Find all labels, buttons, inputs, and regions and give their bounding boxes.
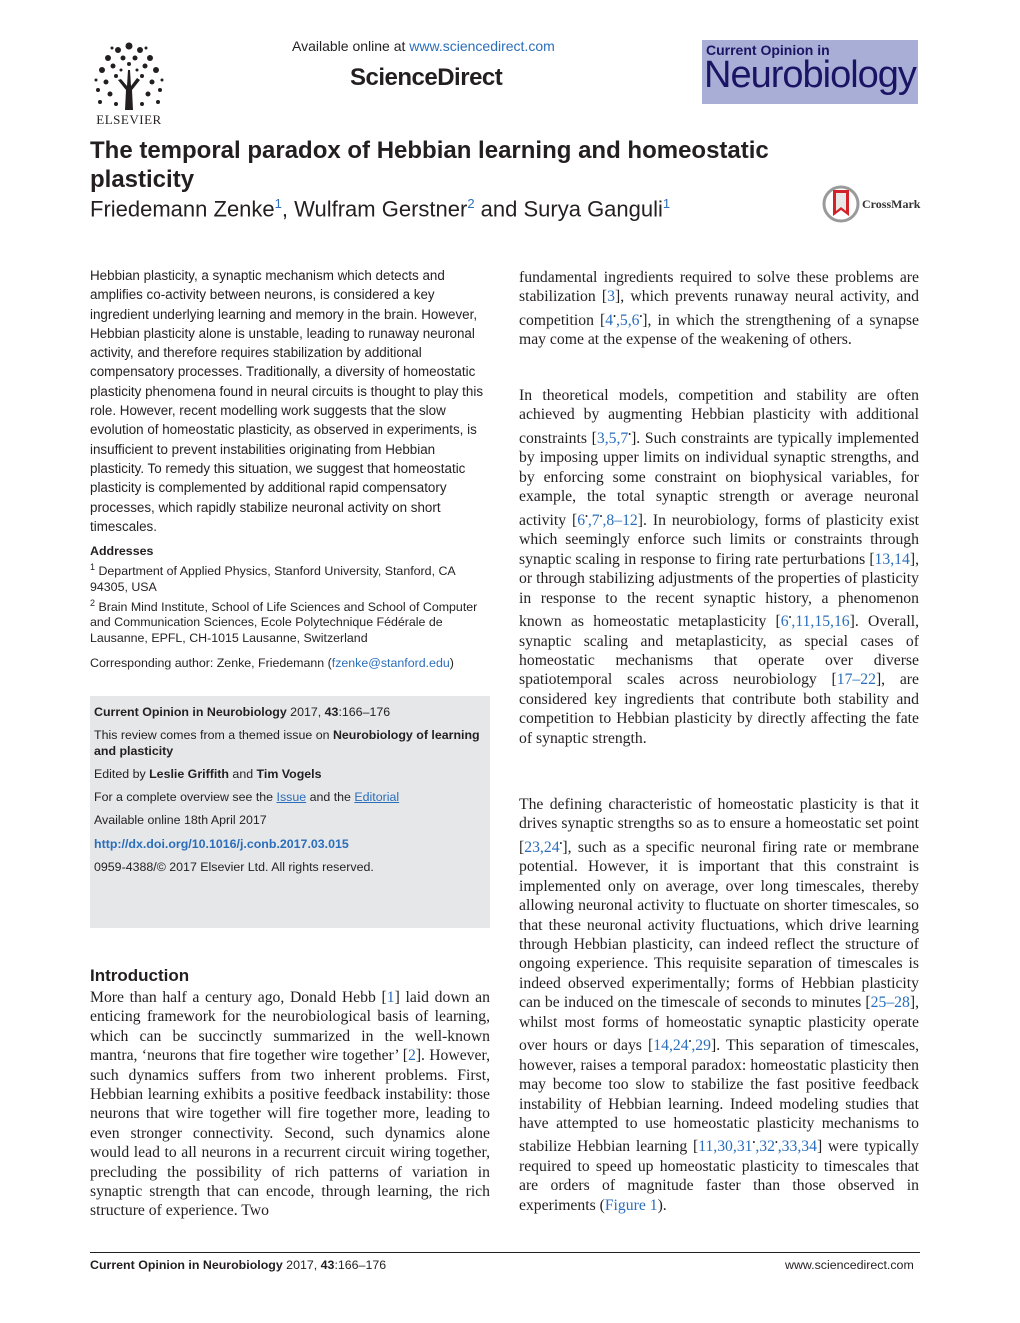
paragraph-text: ]. Overall, synaptic scaling and metaplasticity, as special cases of homeostatic mechanisms that operate over diverse spatiotemporal scales across neurobiology [	[519, 613, 920, 689]
addresses	[90, 544, 490, 647]
footer-journal-pages: :166–176	[334, 1258, 387, 1272]
body-paragraph-1	[519, 268, 919, 350]
citation-link[interactable]: ,32	[755, 1138, 775, 1156]
info-editor: Tim Vogels	[256, 767, 322, 781]
author-separator: and	[474, 196, 524, 222]
author-separator: ,	[281, 196, 295, 222]
citation-link[interactable]: 23,24	[524, 839, 560, 857]
author-name: Surya Ganguli	[523, 196, 663, 222]
footer-journal-name: Current Opinion in Neurobiology	[90, 1258, 283, 1272]
crossmark-badge[interactable]	[822, 184, 932, 224]
citation-link[interactable]: ,29	[691, 1037, 711, 1055]
key-reference-marker: •	[585, 511, 588, 521]
address-number: 2	[90, 597, 96, 608]
address-item	[90, 560, 490, 596]
paragraph-text: fundamental ingredients required to solve these problems are stabilization [	[519, 269, 919, 306]
citation-link[interactable]: 2	[407, 1047, 416, 1065]
body-paragraph-3	[519, 795, 919, 1215]
key-reference-marker: •	[613, 311, 616, 321]
info-editor: Leslie Griffith	[149, 767, 229, 781]
paragraph-text: ], such as a specific neuronal firing rate or membrane potential. However, it is important that this constraint is implemented only on average, over long timescales, thereby allowing neuronal activity to fluctuate on shorter timescales, so that these neuronal activity fluctuations, which drive learning through Hebbian plasticity, can indeed reflect the structure of ongoing experience. This requisite separation of timescales is indeed observed experimentally; forms of Hebbian plasticity can be induced on the timescale of seconds to minutes [	[519, 839, 919, 1012]
corresponding-author	[90, 656, 490, 670]
affiliation-ref[interactable]: 1	[662, 196, 671, 211]
info-journal-name: Current Opinion in Neurobiology	[94, 705, 287, 719]
address-number: 1	[90, 561, 96, 572]
info-edited-label: Edited by	[94, 767, 150, 781]
citation-link[interactable]: 3,5,7	[596, 430, 629, 448]
info-theme	[94, 727, 486, 759]
info-available: Available online 18th April 2017	[94, 813, 267, 827]
journal-logo-top: Current Opinion in	[706, 42, 830, 58]
intro-paragraph	[90, 988, 490, 1221]
info-overview-label: For a complete overview see the	[94, 790, 277, 804]
paragraph-text: ).	[657, 1196, 667, 1214]
paragraph-text: ], whilst most forms of homeostatic synaptic plasticity operate over hours or days [	[519, 994, 919, 1055]
paragraph-text: ], or through stabilizing adjustments of the properties of plasticity in response to the recent synaptic history, a phenomenon known as homeostatic metaplasticity [	[519, 550, 919, 631]
article-title: The temporal paradox of Hebbian learning and homeostatic plasticity	[90, 137, 769, 193]
sciencedirect-link[interactable]: www.sciencedirect.com	[409, 38, 555, 54]
paragraph-text: ]. However, such dynamics suffers from two inherent problems. First, Hebbian learning exhibits a positive feedback instability: those neurons that wire together will fire together more, leading to even stronger connectivity. Second, such dynamics alone would lead to all neurons in a recurrent circuit wiring together, precluding the possibility of rich patterns of variation in synaptic strength that can encode, through learning, the rich structure of experience. Two	[90, 1047, 490, 1220]
author-name: Friedemann Zenke	[90, 196, 275, 222]
section-heading-introduction: Introduction	[90, 966, 190, 985]
key-reference-marker: •	[774, 1138, 778, 1148]
info-theme-name: Neurobiology of learning and plasticity	[94, 728, 480, 758]
info-overview	[94, 789, 486, 805]
footer-website: www.sciencedirect.com	[785, 1258, 914, 1272]
info-editors	[94, 766, 486, 782]
abstract: Hebbian plasticity, a synaptic mechanism which detects and amplifies co-activity between neurons, is considered a key ingredient underlying learning and memory in the brain. However, Hebbian plasticity alone is unstable, leading to runaway neuronal activity, and therefore requires stabilization by additional compensatory processes. Traditionally, a diversity of homeostatic plasticity phenomena found in neural circuits is thought to play this role. However, recent modelling work suggests that the slow evolution of homeostatic plasticity, as observed in experiments, is insufficient to prevent instabilities originating from Hebbian plasticity. To remedy this situation, we suggest that homeostatic plasticity is complemented by additional rapid compensatory processes, which rapidly stabilize neuronal activity on short timescales.	[90, 268, 484, 534]
key-reference-marker: •	[599, 511, 603, 521]
citation-link[interactable]: 1	[386, 989, 395, 1006]
author-list	[90, 196, 670, 222]
paragraph-text: ] were typically required to speed up homeostatic plasticity to timescales that are orders of magnitude faster than those observed in experiments (	[519, 1138, 919, 1214]
address-item	[90, 596, 490, 648]
info-journal-volume: 43	[324, 705, 339, 719]
info-edited-and: and	[228, 767, 257, 781]
issue-link[interactable]: Issue	[276, 790, 307, 804]
body-paragraph-2	[519, 386, 919, 748]
email-link[interactable]: fzenke@stanford.edu	[331, 656, 450, 670]
footer-journal-year: 2017,	[282, 1258, 321, 1272]
elsevier-wordmark: ELSEVIER	[96, 112, 162, 127]
address-text: Brain Mind Institute, School of Life Sciences and School of Computer and Communication Sciences, Ecole Polytechnique Fédérale de Lausanne, EPFL, CH-1015 Lausanne, Switzerland	[90, 599, 478, 646]
paragraph-text: ]. This separation of timescales, however, raises a temporal paradox: homeostatic plasticity then may become too slow to stabilize the fast positive feedback instability of Hebbian learning. Indeed modeling studies that have attempted to use homeostatic plasticity mechanisms to stabilize Hebbian learning [	[519, 1037, 919, 1156]
corresponding-label: Corresponding author: Zenke, Friedemann (	[90, 656, 332, 670]
citation-link[interactable]: ,	[615, 312, 620, 330]
citation-link[interactable]: 17–22	[836, 671, 876, 689]
info-journal	[94, 704, 486, 720]
journal-logo-bottom: Neurobiology	[704, 54, 916, 96]
addresses-heading: Addresses	[90, 544, 154, 558]
citation-link[interactable]: Figure 1	[604, 1196, 658, 1214]
citation-link[interactable]: ,7	[587, 511, 600, 529]
citation-link[interactable]: 6	[780, 613, 789, 631]
key-reference-marker: •	[688, 1037, 692, 1047]
paragraph-text: ]. In neurobiology, forms of plasticity exist which seemingly enforce such limits or constraints through synaptic scaling in response to firing rate perturbations [	[519, 511, 919, 568]
address-text: Department of Applied Physics, Stanford University, Stanford, CA 94305, USA	[90, 563, 455, 594]
crossmark-icon	[822, 184, 860, 224]
paragraph-text: ], which prevents runaway neural activity, and competition [	[519, 288, 920, 330]
citation-link[interactable]: 11,30,31	[698, 1138, 753, 1156]
journal-logo	[702, 40, 918, 104]
doi-link[interactable]: http://dx.doi.org/10.1016/j.conb.2017.03.015	[94, 837, 349, 851]
editorial-link[interactable]: Editorial	[354, 790, 400, 804]
footer-citation	[90, 1258, 386, 1272]
info-journal-year: 2017,	[286, 705, 325, 719]
citation-link[interactable]: ,	[627, 312, 632, 330]
key-reference-marker: •	[752, 1138, 756, 1148]
crossmark-label: CrossMark	[862, 197, 921, 211]
paragraph-text: ], are considered key ingredients that contribute both stability and competition to Hebbian plasticity by directly affecting the fate of synaptic strength.	[519, 671, 919, 747]
available-online	[292, 38, 555, 54]
info-copyright: 0959-4388/© 2017 Elsevier Ltd. All rights reserved.	[94, 860, 374, 874]
citation-link[interactable]: 6	[631, 312, 640, 330]
affiliation-ref[interactable]: 2	[467, 196, 475, 211]
article-info-box	[90, 696, 490, 928]
affiliation-ref[interactable]: 1	[274, 196, 282, 211]
sciencedirect-logo: ScienceDirect	[350, 64, 503, 91]
citation-link[interactable]: ,8–12	[602, 511, 638, 529]
citation-link[interactable]: 13,14	[874, 550, 910, 568]
corresponding-suffix: )	[449, 656, 454, 670]
paragraph-text: More than half a century ago, Donald Hebb [	[90, 989, 387, 1006]
info-theme-label: This review comes from a themed issue on	[94, 728, 333, 742]
available-online-label: Available online at	[292, 38, 410, 54]
key-reference-marker: •	[639, 311, 643, 321]
paragraph-text: ], in which the strengthening of a synapse may come at the expense of the weakening of others.	[519, 312, 919, 349]
info-doi	[94, 836, 486, 852]
citation-link[interactable]: ,11,15,16	[791, 613, 850, 631]
citation-link[interactable]: 25–28	[870, 994, 910, 1012]
info-overview-and: and the	[306, 790, 355, 804]
paragraph-text: ] laid down an enticing framework for the neurobiological basis of learning, which can be succinctly summarized in the well-known mantra, ‘neurons that fire together wire together’ [	[90, 989, 490, 1065]
citation-link[interactable]: ,33,34	[777, 1138, 817, 1156]
footer-journal-volume: 43	[320, 1258, 335, 1272]
key-reference-marker: •	[559, 838, 563, 848]
key-reference-marker: •	[788, 612, 792, 622]
info-journal-pages: :166–176	[338, 705, 391, 719]
citation-link[interactable]: 3	[607, 288, 616, 306]
paragraph-text: In theoretical models, competition and stability are often achieved by augmenting Hebbian plasticity with additional constraints [	[519, 387, 919, 448]
paragraph-text: ]. Such constraints are typically implemented by imposing upper limits on individual synaptic strengths, and by enforcing some constraint on biophysical variables, for example, the total synaptic strength or average neuronal activity [	[519, 430, 919, 529]
citation-link[interactable]: 5	[619, 312, 628, 330]
footer-divider	[90, 1252, 920, 1253]
citation-link[interactable]: 6	[577, 511, 586, 529]
paragraph-text: The defining characteristic of homeostatic plasticity is that it drives synaptic strengths so as to ensure a homeostatic set point [	[519, 796, 919, 857]
key-reference-marker: •	[628, 429, 632, 439]
citation-link[interactable]: 14,24	[653, 1037, 689, 1055]
citation-link[interactable]: 4	[605, 312, 614, 330]
author-name: Wulfram Gerstner	[294, 196, 468, 222]
